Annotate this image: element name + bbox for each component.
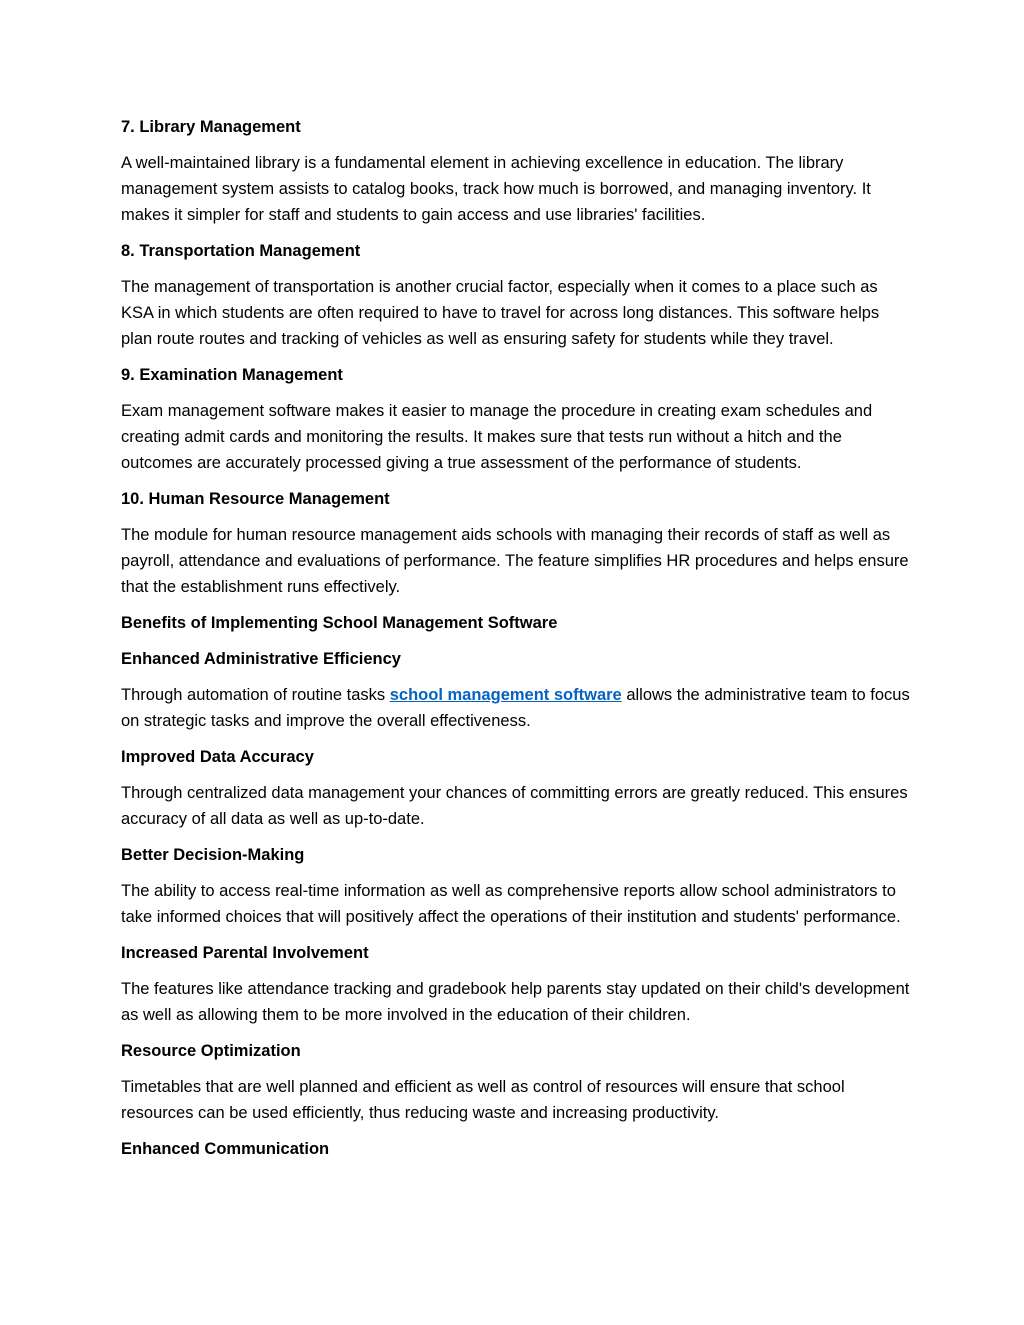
paragraph-text-before-link: Through automation of routine tasks bbox=[121, 686, 390, 704]
heading-administrative-efficiency: Enhanced Administrative Efficiency bbox=[121, 650, 401, 668]
paragraph-increased-parental-involvement: The features like attendance tracking and gradebook help parents stay updated on their child's development as well as allowing them to be more involved in the education of their children. bbox=[121, 980, 910, 1024]
heading-transportation-management: 8. Transportation Management bbox=[121, 242, 361, 260]
heading-enhanced-communication: Enhanced Communication bbox=[121, 1140, 330, 1158]
school-management-software-link[interactable]: school management software bbox=[389, 686, 622, 704]
paragraph-examination-management: Exam management software makes it easier to manage the procedure in creating exam schedules and creating admit cards and monitoring the results. It makes sure that tests run without a hitch and the outcomes are accurately processed giving a true assessment of the performance of students. bbox=[121, 402, 873, 472]
heading-improved-data-accuracy: Improved Data Accuracy bbox=[121, 748, 314, 766]
paragraph-better-decision-making: The ability to access real-time information as well as comprehensive reports allow school administrators to take informed choices that will positively affect the operations of their institution and students' performance. bbox=[121, 882, 901, 926]
paragraph-human-resource-management: The module for human resource management aids schools with managing their records of staff as well as payroll, attendance and evaluations of performance. The feature simplifies HR procedures and helps ensure that the establishment runs effectively. bbox=[121, 526, 909, 596]
paragraph-improved-data-accuracy: Through centralized data management your chances of committing errors are greatly reduced. This ensures accuracy of all data as well as up-to-date. bbox=[121, 784, 908, 828]
heading-benefits: Benefits of Implementing School Management Software bbox=[121, 614, 558, 632]
paragraph-transportation-management: The management of transportation is another crucial factor, especially when it comes to a place such as KSA in which students are often required to have to travel for across long distances. This software helps plan route routes and tracking of vehicles as well as ensuring safety for students while they travel. bbox=[121, 278, 880, 348]
heading-library-management: 7. Library Management bbox=[121, 118, 301, 136]
paragraph-library-management: A well-maintained library is a fundamental element in achieving excellence in education. The library management system assists to catalog books, track how much is borrowed, and managing inventory. It makes it simpler for staff and students to gain access and use libraries' facilities. bbox=[121, 154, 871, 224]
heading-human-resource-management: 10. Human Resource Management bbox=[121, 490, 390, 508]
heading-increased-parental-involvement: Increased Parental Involvement bbox=[121, 944, 369, 962]
heading-examination-management: 9. Examination Management bbox=[121, 366, 343, 384]
paragraph-resource-optimization: Timetables that are well planned and efficient as well as control of resources will ensure that school resources can be used efficiently, thus reducing waste and increasing productivity. bbox=[121, 1078, 845, 1122]
paragraph-text-after-link: allows the administrative team to focus on strategic tasks and improve the overall effectiveness. bbox=[121, 686, 910, 730]
heading-better-decision-making: Better Decision-Making bbox=[121, 846, 305, 864]
heading-resource-optimization: Resource Optimization bbox=[121, 1042, 301, 1060]
paragraph-administrative-efficiency bbox=[121, 682, 912, 734]
